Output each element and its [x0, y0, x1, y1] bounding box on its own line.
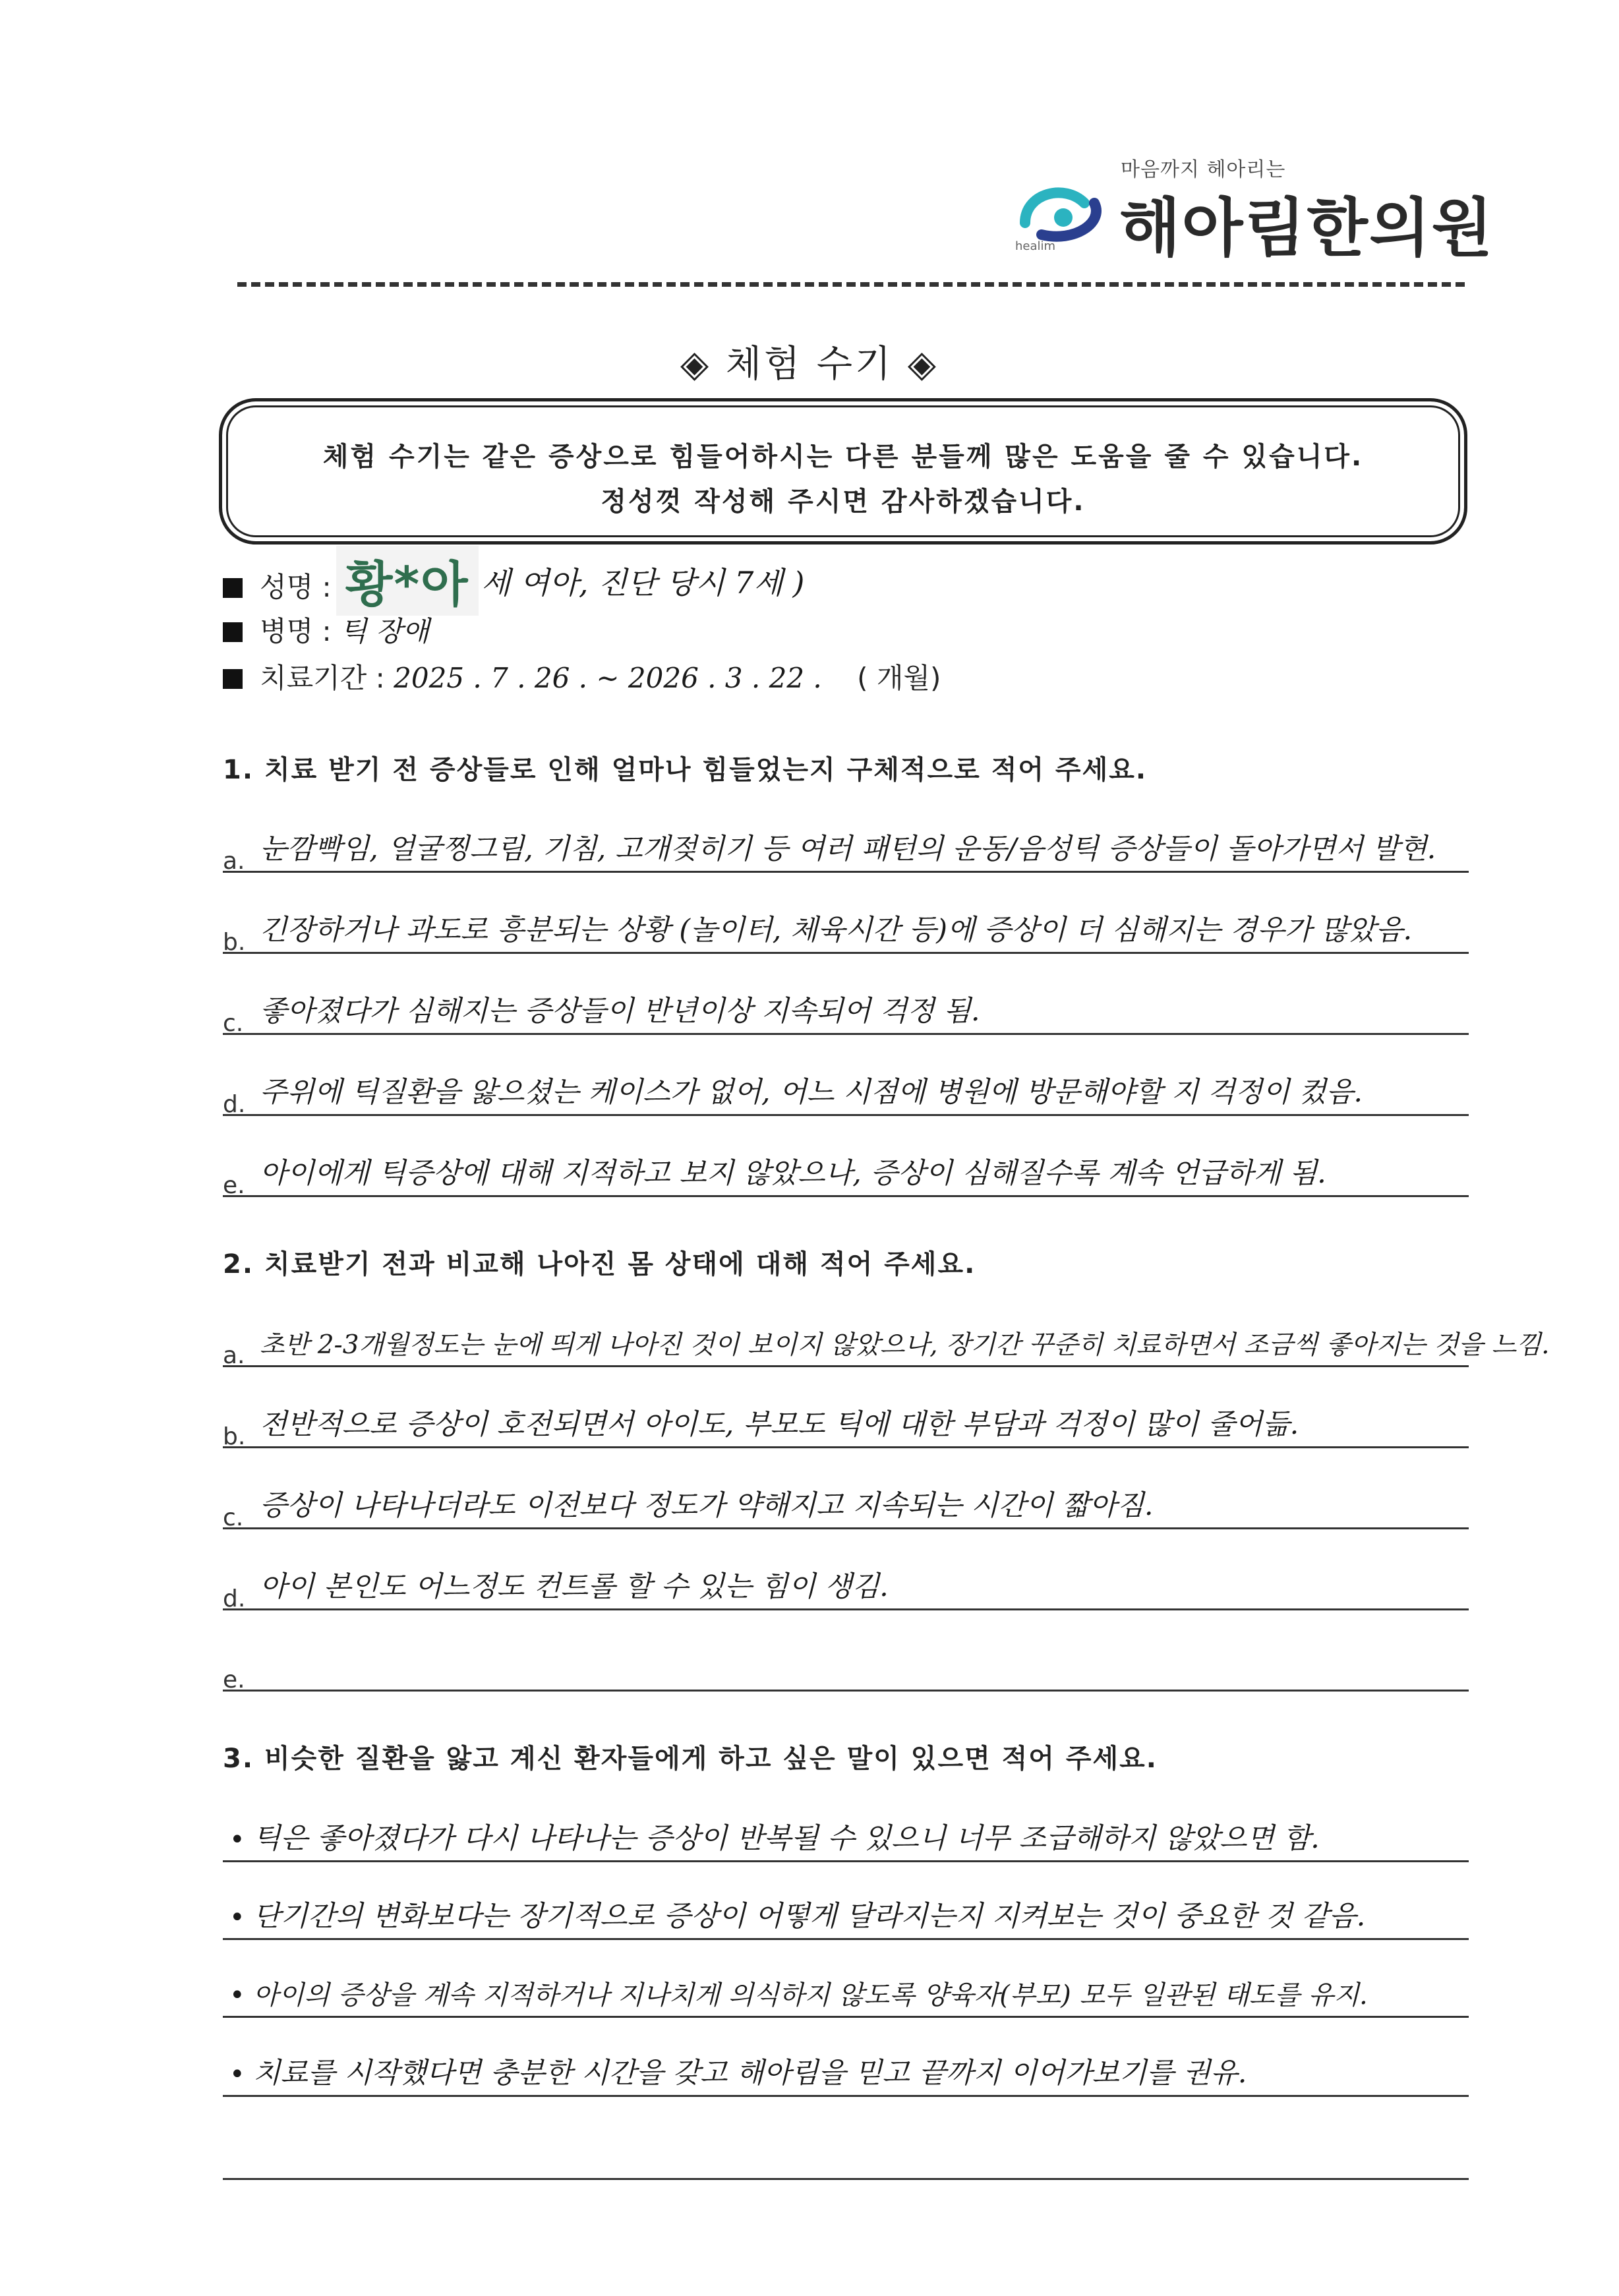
answer-line	[223, 1488, 1469, 1529]
header-divider	[237, 282, 1465, 287]
square-bullet-icon	[223, 578, 243, 598]
bullet-dot-icon: •	[229, 1980, 245, 2011]
answer-line	[223, 1976, 1469, 2018]
answer-text: 좋아졌다가 심해지는 증상들이 반년이상 지속되어 걱정 됨.	[260, 995, 980, 1028]
answer-text: 단기간의 변화보다는 장기적으로 증상이 어떻게 달라지는지 지켜보는 것이 중요한 것 같음.	[253, 1900, 1366, 1933]
answer-line	[223, 912, 1469, 954]
notice-line-2: 정성껏 작성해 주시면 감사하겠습니다.	[601, 486, 1086, 517]
answer-text: 초반 2-3개월정도는 눈에 띄게 나아진 것이 보이지 않았으나, 장기간 꾸준히 치료하면서 조금씩 좋아지는 것을 느낌.	[260, 1330, 1550, 1360]
square-bullet-icon	[223, 622, 243, 642]
logo-small-text: healim	[1015, 239, 1056, 253]
answer-letter: b.	[223, 929, 246, 956]
answer-letter: c.	[223, 1504, 244, 1531]
answer-text: 주위에 틱질환을 앓으셨는 케이스가 없어, 어느 시점에 병원에 방문해야할 지 걱정이 컸음.	[260, 1076, 1363, 1109]
bullet-dot-icon: •	[229, 1902, 245, 1933]
answer-line	[223, 993, 1469, 1035]
answer-letter: a.	[223, 1342, 245, 1369]
answer-line	[223, 2138, 1469, 2180]
answer-text: 증상이 나타나더라도 이전보다 정도가 약해지고 지속되는 시간이 짧아짐.	[260, 1489, 1154, 1522]
answer-text: 눈깜빡임, 얼굴찡그림, 기침, 고개젖히기 등 여러 패턴의 운동/음성틱 증상들이 돌아가면서 발현.	[260, 833, 1436, 866]
notice-box	[219, 398, 1467, 545]
question-2-title: 2. 치료받기 전과 비교해 나아진 몸 상태에 대해 적어 주세요.	[223, 1249, 976, 1280]
document-title: ◈ 체험 수기 ◈	[680, 343, 939, 386]
answer-letter: d.	[223, 1585, 246, 1612]
answer-letter: a.	[223, 848, 245, 875]
answer-line	[223, 1650, 1469, 1692]
answer-line	[223, 831, 1469, 873]
answer-text: 아이에게 틱증상에 대해 지적하고 보지 않았으나, 증상이 심해질수록 계속 언급하게 됨.	[260, 1157, 1326, 1190]
answer-letter: d.	[223, 1091, 246, 1118]
square-bullet-icon	[223, 669, 243, 689]
name-label: 성명 :	[260, 571, 332, 603]
answer-text: 아이의 증상을 계속 지적하거나 지나치게 의식하지 않도록 양육자(부모) 모두 일관된 태도를 유지.	[253, 1980, 1368, 2011]
bullet-dot-icon: •	[229, 1825, 245, 1855]
answer-line	[223, 1569, 1469, 1610]
answer-letter: e.	[223, 1666, 245, 1693]
disease-value: 틱 장애	[340, 615, 430, 647]
disease-label: 병명 :	[260, 615, 332, 647]
answer-line	[223, 1074, 1469, 1116]
disease-row	[223, 610, 429, 649]
patient-name: 황*아	[336, 546, 479, 616]
bullet-dot-icon: •	[229, 2059, 245, 2090]
period-months: ( 개월)	[857, 662, 941, 694]
answer-text: 아이 본인도 어느정도 컨트롤 할 수 있는 힘이 생김.	[260, 1570, 889, 1603]
answer-line	[223, 2055, 1469, 2097]
answer-letter: b.	[223, 1423, 246, 1450]
answer-letter: e.	[223, 1172, 245, 1199]
clinic-tagline: 마음까지 헤아리는	[1121, 158, 1286, 181]
answer-text: 긴장하거나 과도로 흥분되는 상황 (놀이터, 체육시간 등)에 증상이 더 심해지는 경우가 많았음.	[260, 914, 1413, 947]
answer-text: 전반적으로 증상이 호전되면서 아이도, 부모도 틱에 대한 부담과 걱정이 많이 줄어듦.	[260, 1408, 1299, 1441]
answer-text: 치료를 시작했다면 충분한 시간을 갖고 해아림을 믿고 끝까지 이어가보기를 권유.	[253, 2057, 1247, 2090]
answer-text: 틱은 좋아졌다가 다시 나타나는 증상이 반복될 수 있으니 너무 조급해하지 않았으면 함.	[253, 1822, 1320, 1855]
clinic-brand-name: 해아림한의원	[1119, 191, 1494, 265]
notice-line-1: 체험 수기는 같은 증상으로 힘들어하시는 다른 분들께 많은 도움을 줄 수 있습니다.	[322, 442, 1364, 472]
answer-line	[223, 1156, 1469, 1197]
answer-line	[223, 1899, 1469, 1940]
question-3-title: 3. 비슷한 질환을 앓고 계신 환자들에게 하고 싶은 말이 있으면 적어 주세요.	[223, 1744, 1158, 1774]
treatment-period-row	[223, 657, 941, 696]
answer-letter: c.	[223, 1010, 244, 1037]
name-row	[223, 566, 332, 605]
answer-line	[223, 1326, 1550, 1369]
answer-line	[223, 1821, 1469, 1862]
period-label: 치료기간 :	[260, 662, 385, 694]
question-1-title: 1. 치료 받기 전 증상들로 인해 얼마나 힘들었는지 구체적으로 적어 주세요.	[223, 755, 1148, 785]
period-value: 2025 . 7 . 26 . ~ 2026 . 3 . 22 .	[394, 662, 822, 694]
answer-line	[223, 1407, 1469, 1448]
patient-age-note: 세 여아, 진단 당시 7세 )	[481, 565, 805, 601]
